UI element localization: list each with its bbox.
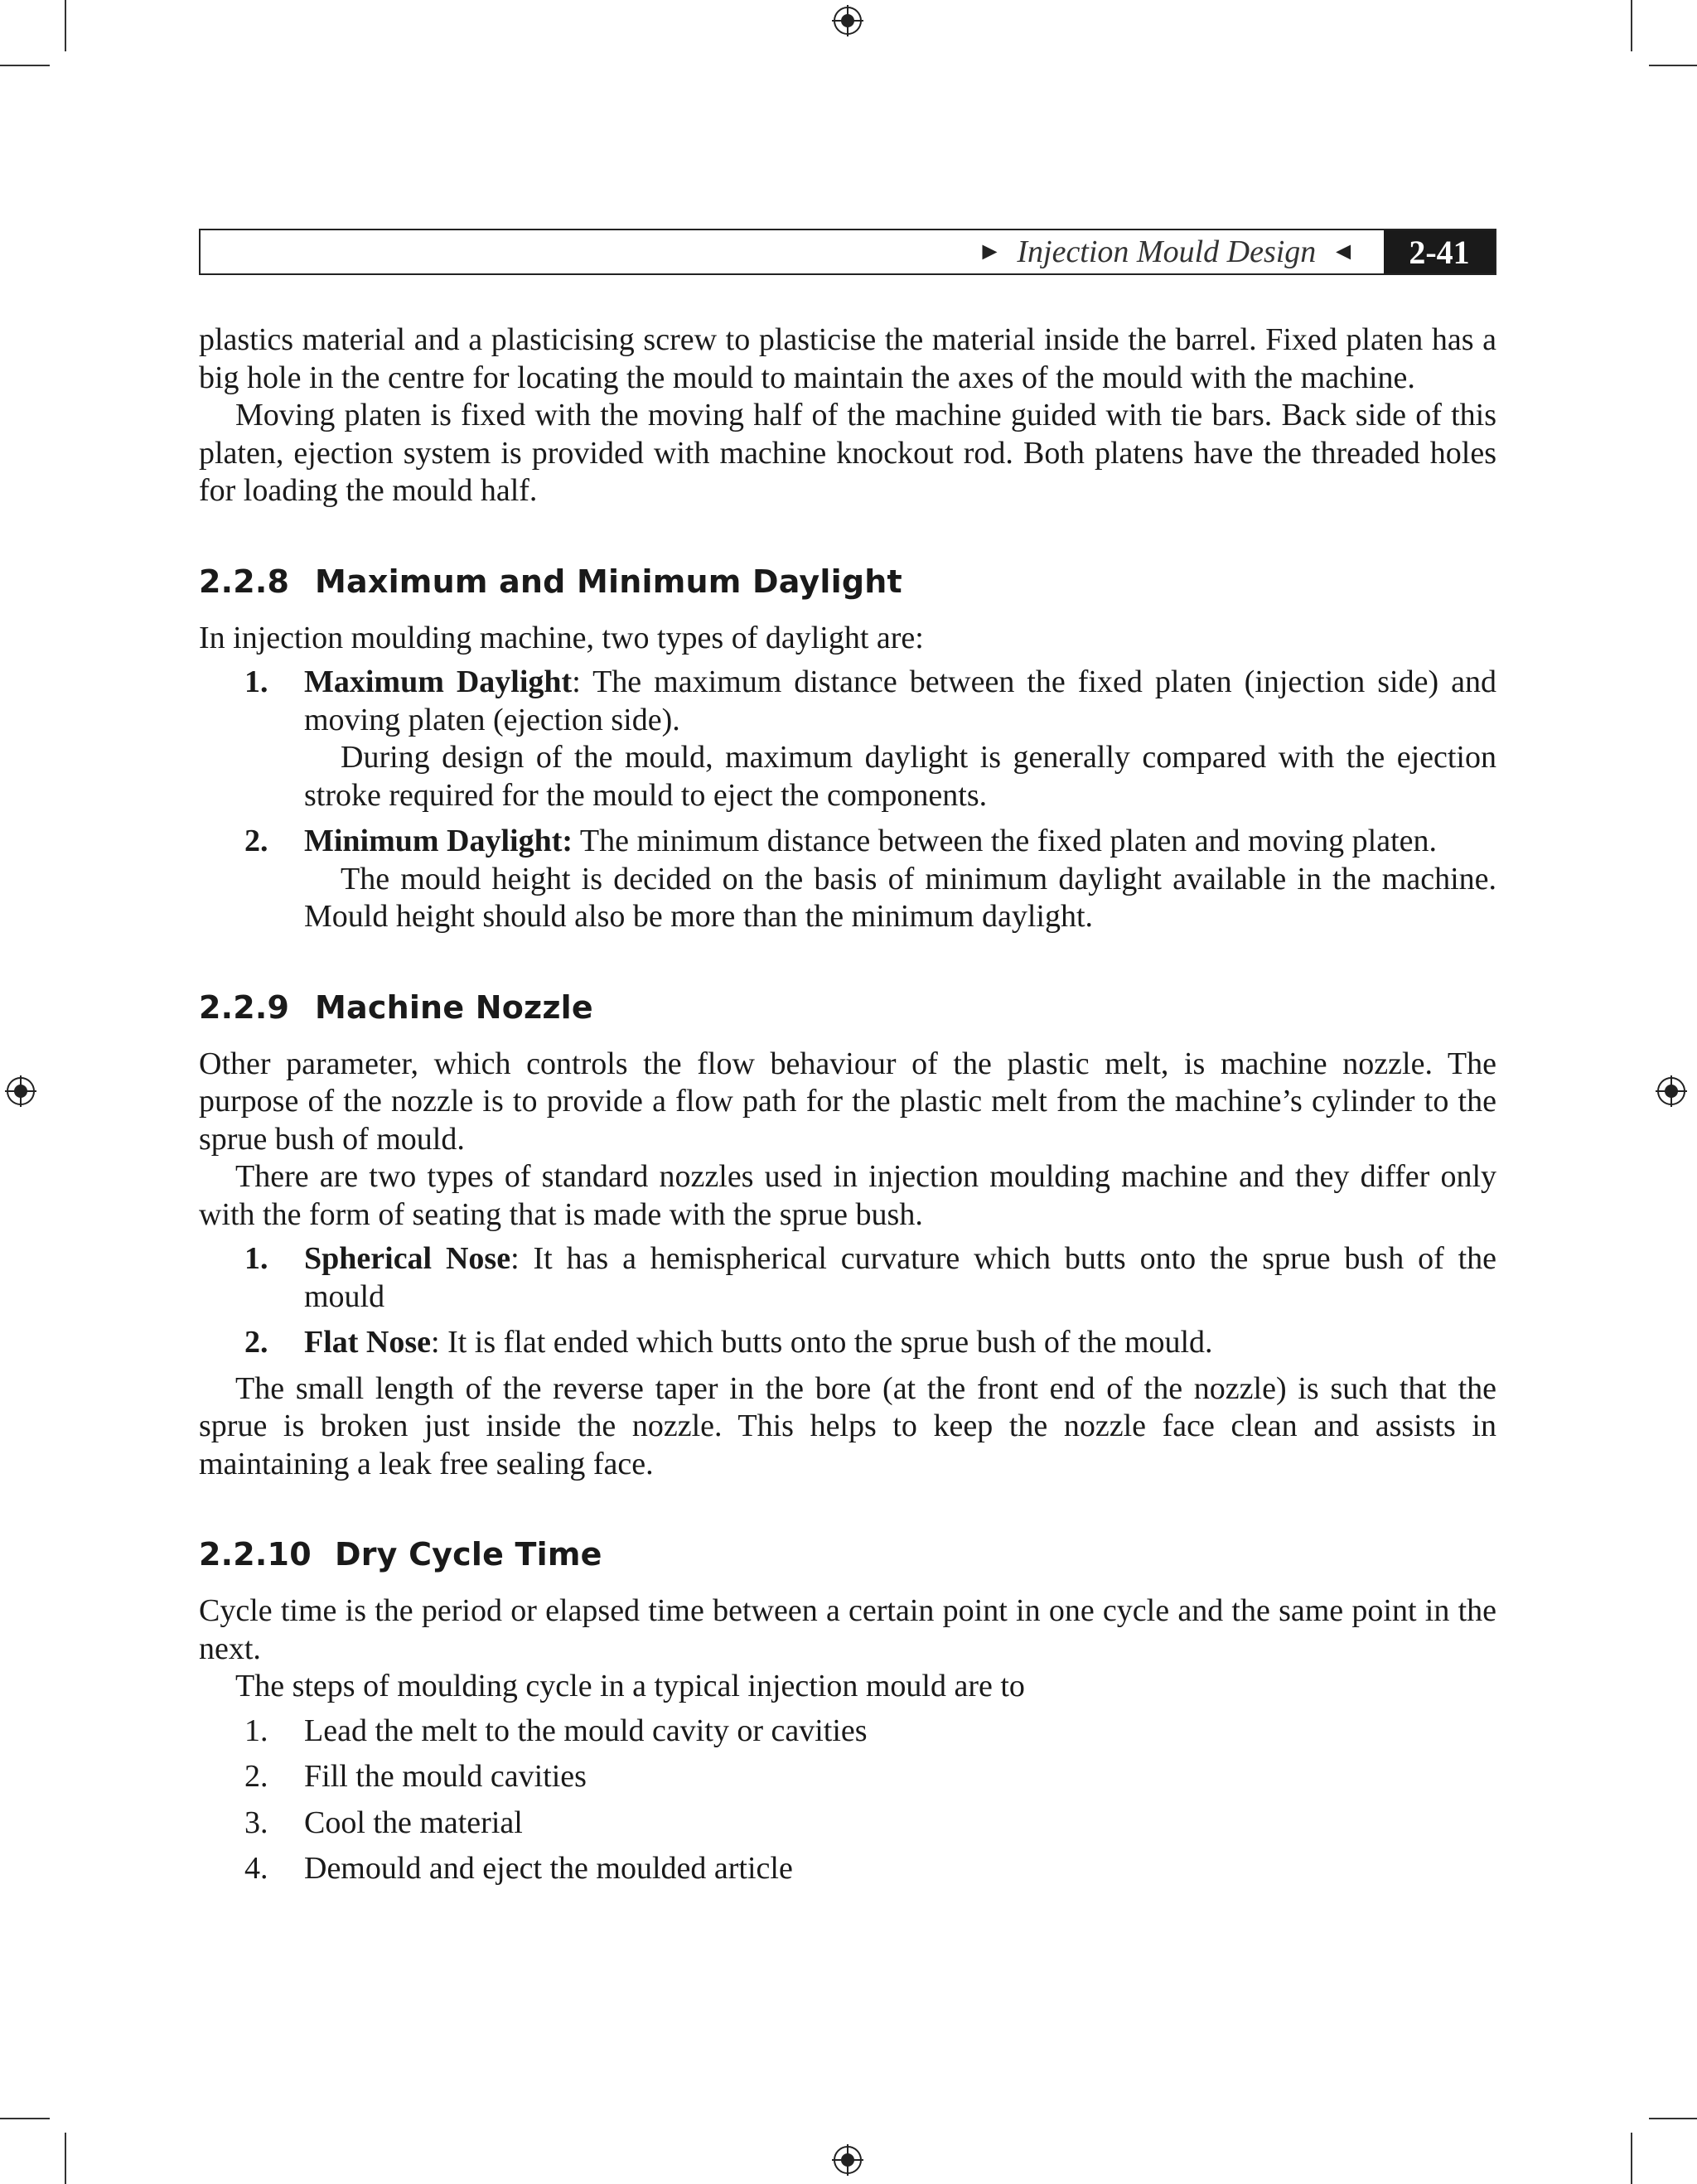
nozzle-list <box>199 1240 1496 1362</box>
list-text: The maximum distance between the fixed platen (injection side) and moving platen (ejection side). <box>304 664 1496 737</box>
crop-mark <box>1649 2118 1697 2119</box>
right-triangle-icon: ► <box>977 238 1003 265</box>
list-subparagraph: The mould height is decided on the basis of minimum daylight available in the machine. Mould height should also be more than the minimum daylight. <box>304 861 1496 934</box>
list-term: Maximum Daylight <box>304 664 573 699</box>
list-number: 1. <box>244 664 268 699</box>
section-number: 2.2.10 <box>199 1536 312 1573</box>
crop-mark <box>65 2133 66 2184</box>
crop-mark <box>1649 65 1697 66</box>
crop-mark <box>0 2118 50 2119</box>
list-number: 2. <box>244 1325 268 1360</box>
list-item <box>199 1758 1496 1796</box>
list-text: Lead the melt to the mould cavity or cavities <box>304 1713 868 1748</box>
list-term: Flat Nose <box>304 1325 432 1360</box>
list-separator: : <box>572 664 581 699</box>
page-body <box>199 321 1496 1897</box>
registration-mark-icon <box>1656 1075 1687 1107</box>
paragraph: Cycle time is the period or elapsed time between a certain point in one cycle and the same point in the next. <box>199 1593 1496 1666</box>
running-header-title-group <box>978 230 1384 273</box>
cycle-steps-list <box>199 1713 1496 1888</box>
page-number: 2-41 <box>1384 230 1495 273</box>
paragraph: Moving platen is fixed with the moving half of the machine guided with tie bars. Back side of this platen, ejection system is provided with machine knockout rod. Both platens have the threaded holes for loading the mould half. <box>199 398 1496 508</box>
list-item <box>199 1805 1496 1843</box>
paragraph: The steps of moulding cycle in a typical injection mould are to <box>235 1669 1025 1703</box>
paragraph: The small length of the reverse taper in the bore (at the front end of the nozzle) is such that the sprue is broken just inside the nozzle. This helps to keep the nozzle face clean and assists in maintaining a leak free sealing face. <box>199 1370 1496 1481</box>
section-heading <box>199 1534 1496 1574</box>
registration-mark-icon <box>832 5 863 36</box>
running-header <box>199 229 1496 275</box>
list-number: 1. <box>244 1241 268 1276</box>
paragraph: plastics material and a plasticising screw to plasticise the material inside the barrel. Fixed platen has a big hole in the centre for locating the mould to maintain the axes of the mould with the machine. <box>199 322 1496 395</box>
list-number: 3. <box>244 1805 268 1840</box>
list-text: : It is flat ended which butts onto the sprue bush of the mould. <box>431 1325 1213 1360</box>
list-text: Fill the mould cavities <box>304 1759 587 1794</box>
list-item <box>199 1850 1496 1888</box>
list-item <box>199 1324 1496 1362</box>
section-number: 2.2.9 <box>199 988 290 1026</box>
list-text: The minimum distance between the fixed platen and moving platen. <box>573 824 1438 858</box>
running-header-title: Injection Mould Design <box>1017 234 1317 269</box>
section-heading <box>199 988 1496 1027</box>
paragraph: Other parameter, which controls the flow behaviour of the plastic melt, is machine nozzle. The purpose of the nozzle is to provide a flow path for the plastic melt from the machine’s cylinder to the sprue bush of mould. <box>199 1046 1496 1157</box>
list-item <box>199 1713 1496 1751</box>
section-heading <box>199 562 1496 602</box>
paragraph: There are two types of standard nozzles used in injection moulding machine and they differ only with the form of seating that is made with the sprue bush. <box>199 1159 1496 1232</box>
list-term: Spherical Nose <box>304 1241 511 1276</box>
crop-mark <box>1631 0 1632 51</box>
registration-mark-icon <box>832 2144 863 2176</box>
section-title: Dry Cycle Time <box>335 1536 602 1573</box>
crop-mark <box>0 65 50 66</box>
registration-mark-icon <box>5 1075 36 1107</box>
list-item <box>199 823 1496 936</box>
daylight-list <box>199 664 1496 936</box>
list-text: : It has a hemispherical curvature which butts onto the sprue bush of the mould <box>304 1241 1496 1314</box>
list-text: Cool the material <box>304 1805 523 1840</box>
list-number: 1. <box>244 1713 268 1748</box>
section-title: Maximum and Minimum Daylight <box>315 563 902 600</box>
list-subparagraph: During design of the mould, maximum daylight is generally compared with the ejection stroke required for the mould to eject the components. <box>304 740 1496 813</box>
list-number: 4. <box>244 1851 268 1886</box>
list-item <box>199 664 1496 814</box>
section-title: Machine Nozzle <box>315 988 593 1026</box>
list-text: Demould and eject the moulded article <box>304 1851 793 1886</box>
list-item <box>199 1240 1496 1316</box>
list-term: Minimum Daylight: <box>304 824 573 858</box>
paragraph: In injection moulding machine, two types of daylight are: <box>199 620 924 655</box>
list-number: 2. <box>244 824 268 858</box>
section-number: 2.2.8 <box>199 563 290 600</box>
list-number: 2. <box>244 1759 268 1794</box>
crop-mark <box>65 0 66 51</box>
left-triangle-icon: ◄ <box>1331 238 1356 265</box>
crop-mark <box>1631 2133 1632 2184</box>
